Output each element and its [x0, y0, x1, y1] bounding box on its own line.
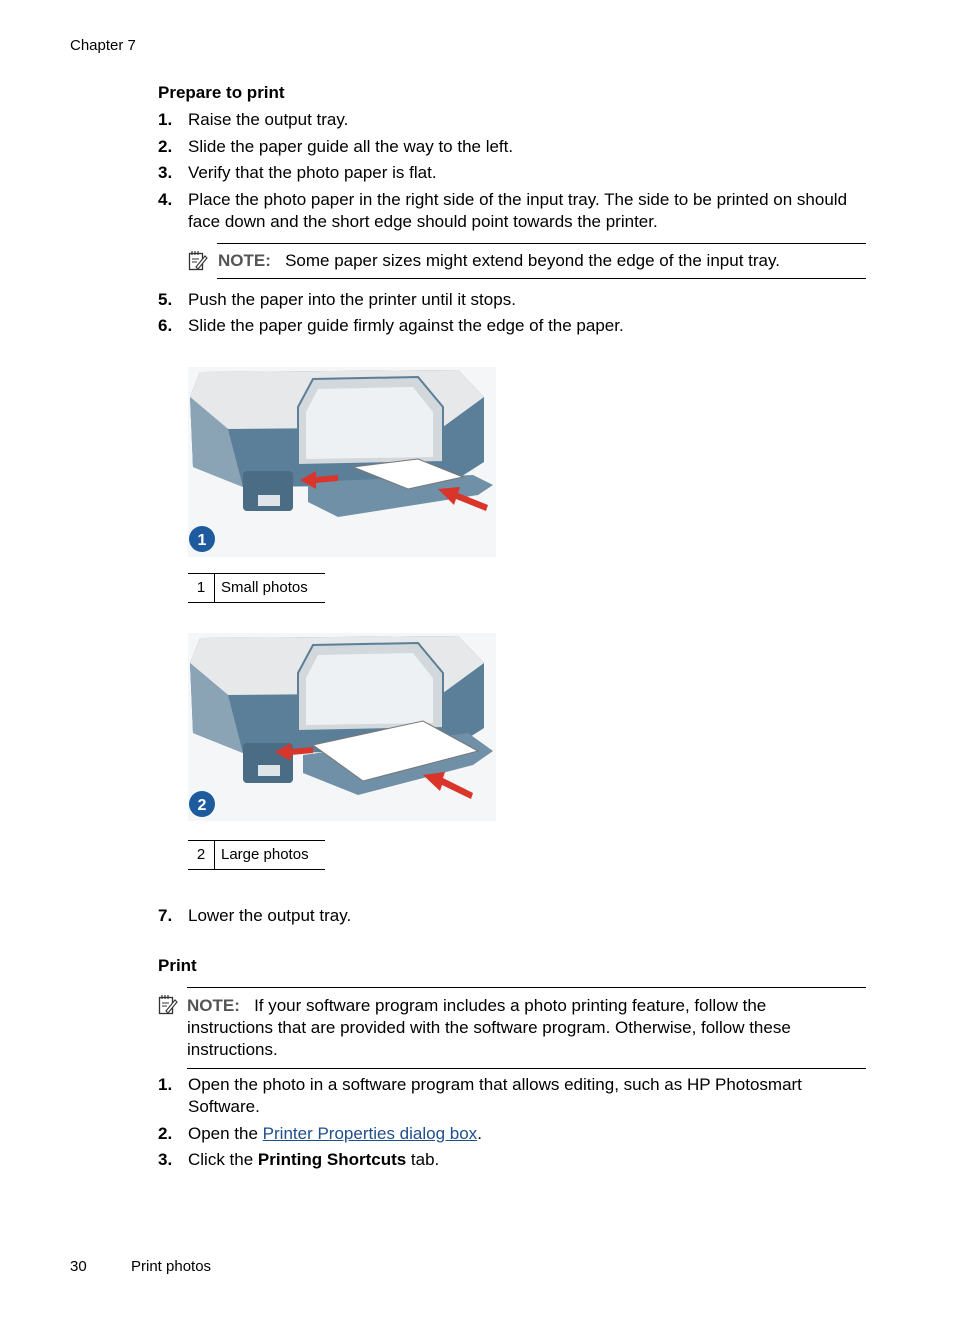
footer-section: Print photos: [131, 1258, 212, 1275]
note-box: [217, 243, 866, 279]
figure-caption: [188, 840, 325, 870]
step-number: 5.: [158, 290, 173, 309]
page-number: 30: [70, 1258, 87, 1275]
prepare-heading: Prepare to print: [158, 83, 285, 102]
note-icon: [158, 994, 178, 1016]
note-label: NOTE:: [187, 996, 240, 1015]
printer-illustration-large-photos: [188, 633, 496, 821]
note-text: Some paper sizes might extend beyond the edge of the input tray.: [285, 251, 780, 270]
tab-name: Printing Shortcuts: [257, 1150, 407, 1169]
note-icon: [188, 250, 208, 272]
print-heading: Print: [158, 956, 197, 975]
step-text: Lower the output tray.: [188, 906, 352, 925]
figure-badge: 1: [197, 532, 207, 549]
note-text: If your software program includes a photo printing feature, follow the instructions that are provided with the software program. Otherwise, follow these instructions.: [187, 996, 791, 1059]
step-number: 3.: [158, 1150, 173, 1169]
step-text-prefix: Open the: [188, 1124, 263, 1143]
figure-caption: [188, 573, 325, 603]
printer-properties-link[interactable]: Printer Properties dialog box: [262, 1124, 478, 1143]
step-number: 3.: [158, 163, 173, 182]
step-number: 1.: [158, 1075, 173, 1094]
caption-text: Large photos: [221, 846, 309, 863]
step-text: Open the photo in a software program that allows editing, such as HP Photosmart Software.: [188, 1075, 802, 1116]
step-number: 7.: [158, 906, 173, 925]
step-text: [188, 1149, 868, 1171]
step-number: 6.: [158, 316, 173, 335]
step-text: Place the photo paper in the right side of the input tray. The side to be printed on should face down and the short edge should point towards the printer.: [188, 190, 848, 231]
caption-text: Small photos: [221, 579, 308, 596]
note-box: [187, 987, 866, 1069]
step-number: 4.: [158, 190, 173, 209]
step-text: Slide the paper guide all the way to the left.: [188, 137, 514, 156]
step-text: [188, 1123, 868, 1145]
step-text-suffix: tab.: [406, 1150, 440, 1169]
caption-number: 1: [188, 574, 215, 602]
step-text: Slide the paper guide firmly against the edge of the paper.: [188, 316, 624, 335]
step-text-suffix: .: [477, 1124, 482, 1143]
step-number: 1.: [158, 110, 173, 129]
figure-badge: 2: [197, 797, 207, 814]
caption-number: 2: [188, 841, 215, 869]
printer-illustration-small-photos: [188, 367, 496, 557]
note-label: NOTE:: [218, 251, 271, 270]
step-text: Raise the output tray.: [188, 110, 349, 129]
step-number: 2.: [158, 1124, 173, 1143]
running-header: Chapter 7: [70, 37, 136, 54]
step-number: 2.: [158, 137, 173, 156]
step-text-prefix: Click the: [188, 1150, 258, 1169]
step-text: Verify that the photo paper is flat.: [188, 163, 437, 182]
step-text: Push the paper into the printer until it stops.: [188, 290, 516, 309]
